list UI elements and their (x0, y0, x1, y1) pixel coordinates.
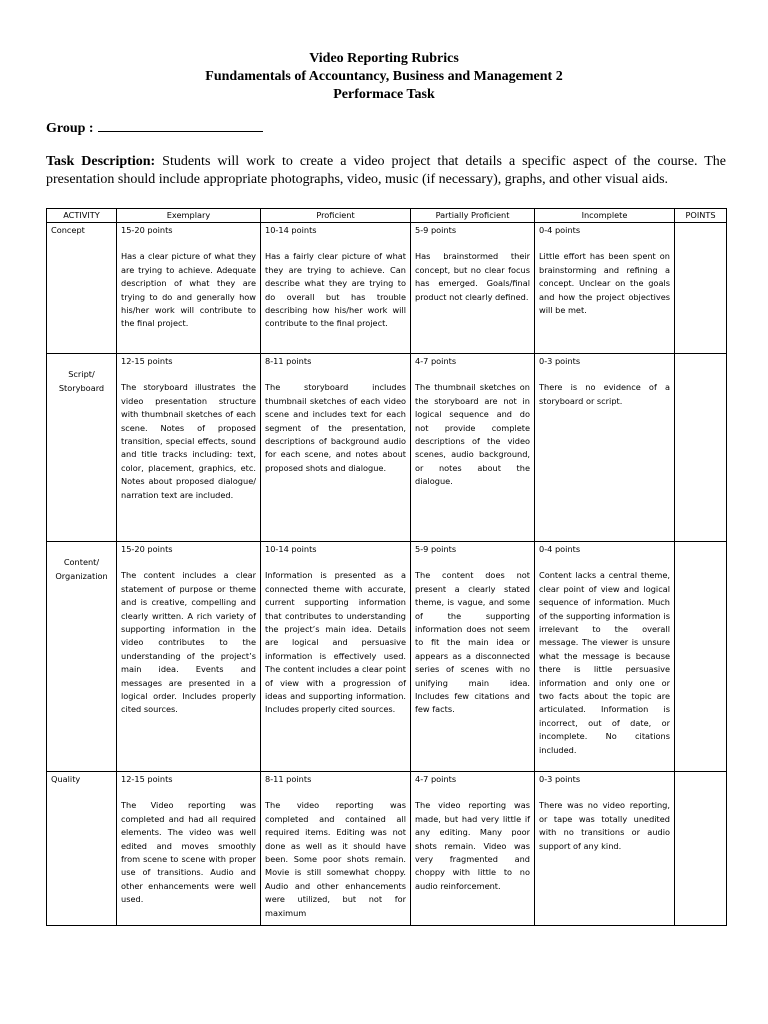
points-range: 10-14 points (265, 544, 317, 554)
exemplary-cell (117, 354, 261, 542)
criteria-text: There was no video reporting, or tape was totally unedited with no transitions or audio support of any kind. (539, 800, 670, 851)
document-title: Video Reporting Rubrics (309, 51, 459, 66)
criteria-text: The Video reporting was completed and had all required elements. The video was well edited and moves smoothly from scene to scene with proper use of transitions. Audio and other enhancements were well used. (121, 800, 256, 905)
title-block (0, 50, 768, 104)
partially-proficient-cell (411, 542, 535, 772)
proficient-cell (261, 772, 411, 926)
points-cell (675, 354, 727, 542)
criteria-text: Content lacks a central theme, clear point of view and logical sequence of information. Much of the supporting information is irrelevant to the overall message. The viewer is unsure what the message is because there is little persuasive information and only one or two facts about the topic are articulated. Information is incorrect, out of date, or incomplete. No citations included. (539, 570, 670, 755)
activity-label: Content/ Organization (55, 557, 108, 581)
points-range: 15-20 points (121, 544, 173, 554)
proficient-cell (261, 354, 411, 542)
points-cell (675, 772, 727, 926)
activity-cell: Quality (47, 772, 117, 926)
criteria-text: Has a clear picture of what they are trying to achieve. Adequate description of what they are trying to do and generally how his/her work will contribute to the final project. (121, 251, 256, 329)
incomplete-cell (535, 772, 675, 926)
table-row (47, 223, 727, 354)
rubric-table (46, 208, 727, 926)
table-row (47, 772, 727, 926)
exemplary-cell (117, 542, 261, 772)
points-range: 15-20 points (121, 225, 173, 235)
criteria-text: Little effort has been spent on brainstorming and refining a concept. Unclear on the goals and how the project objectives will be met. (539, 251, 670, 316)
activity-cell (47, 542, 117, 772)
points-range: 10-14 points (265, 225, 317, 235)
criteria-text: Information is presented as a connected theme with accurate, current supporting information that contributes to understanding the project’s main idea. Details are logical and persuasive information is effectively used. The content includes a clear point of view with a progression of ideas and supporting information. Includes properly cited sources. (265, 570, 406, 715)
proficient-cell (261, 542, 411, 772)
header-proficient: Proficient (261, 209, 411, 223)
incomplete-cell (535, 223, 675, 354)
partially-proficient-cell (411, 354, 535, 542)
criteria-text: The storyboard illustrates the video presentation structure with thumbnail sketches of each scene. Notes of proposed transition, special effects, sound and title tracks including: text, color, placement, graphics, etc. Notes about proposed dialogue/ narration text are included. (121, 382, 256, 500)
points-range: 8-11 points (265, 774, 312, 784)
criteria-text: The video reporting was made, but had very little if any editing. Many poor shots remain. Video was very fragmented and choppy with little to no audio reinforcement. (415, 800, 530, 891)
points-range: 8-11 points (265, 356, 312, 366)
criteria-text: Has brainstormed their concept, but no clear focus has emerged. Goals/final product not clearly defined. (415, 251, 530, 302)
group-blank-line (98, 119, 263, 132)
incomplete-cell (535, 542, 675, 772)
activity-label: Script/ Storyboard (58, 369, 105, 393)
group-label: Group : (46, 121, 94, 136)
points-range: 5-9 points (415, 544, 457, 554)
activity-cell: Concept (47, 223, 117, 354)
points-range: 0-4 points (539, 544, 581, 554)
header-activity: ACTIVITY (47, 209, 117, 223)
points-range: 12-15 points (121, 356, 173, 366)
points-cell (675, 542, 727, 772)
points-range: 12-15 points (121, 774, 173, 784)
points-range: 5-9 points (415, 225, 457, 235)
partially-proficient-cell (411, 772, 535, 926)
task-title: Performace Task (333, 87, 435, 102)
group-field (46, 119, 263, 137)
points-range: 4-7 points (415, 356, 457, 366)
header-exemplary: Exemplary (117, 209, 261, 223)
criteria-text: The content does not present a clearly stated theme, is vague, and some of the supporting information does not seem to fit the main idea or appears as a disconnected series of scenes with no unifying main idea. Includes few citations and few facts. (415, 570, 530, 715)
criteria-text: The thumbnail sketches on the storyboard are not in logical sequence and do not provide complete descriptions of the video scenes, audio background, or notes about the dialogue. (415, 382, 530, 487)
task-description-text: Students will work to create a video project that details a specific aspect of the course. The presentation should include appropriate photographs, video, music (if necessary), graphs, and other visual aids. (46, 154, 726, 187)
points-range: 0-4 points (539, 225, 581, 235)
task-description-label: Task Description: (46, 154, 156, 169)
table-header-row (47, 209, 727, 223)
table-row (47, 354, 727, 542)
header-incomplete: Incomplete (535, 209, 675, 223)
proficient-cell (261, 223, 411, 354)
activity-cell (47, 354, 117, 542)
task-description (46, 153, 726, 189)
criteria-text: The storyboard includes thumbnail sketches of each video scene and includes text for each segment of the presentation, descriptions of background audio for each scene, and notes about proposed shots and dialogue. (265, 382, 406, 473)
exemplary-cell (117, 223, 261, 354)
points-range: 0-3 points (539, 774, 581, 784)
criteria-text: The video reporting was completed and contained all required items. Editing was not done as well as it should have been. Some poor shots remain. Movie is still somewhat choppy. Audio and other enhancements were utilized, but not for maximum (265, 800, 406, 918)
points-range: 0-3 points (539, 356, 581, 366)
criteria-text: There is no evidence of a storyboard or script. (539, 382, 670, 406)
exemplary-cell (117, 772, 261, 926)
points-cell (675, 223, 727, 354)
table-row (47, 542, 727, 772)
points-range: 4-7 points (415, 774, 457, 784)
criteria-text: Has a fairly clear picture of what they are trying to achieve. Can describe what they are trying to do overall but has trouble describing how his/her work will contribute to the final project. (265, 251, 406, 329)
partially-proficient-cell (411, 223, 535, 354)
course-title: Fundamentals of Accountancy, Business and Management 2 (205, 69, 563, 84)
incomplete-cell (535, 354, 675, 542)
criteria-text: The content includes a clear statement of purpose or theme and is creative, compelling and clearly written. A rich variety of supporting information in the video contributes to the understanding of the project’s main idea. Events and messages are presented in a logical order. Includes properly cited sources. (121, 570, 256, 715)
header-points: POINTS (675, 209, 727, 223)
header-partially-proficient: Partially Proficient (411, 209, 535, 223)
